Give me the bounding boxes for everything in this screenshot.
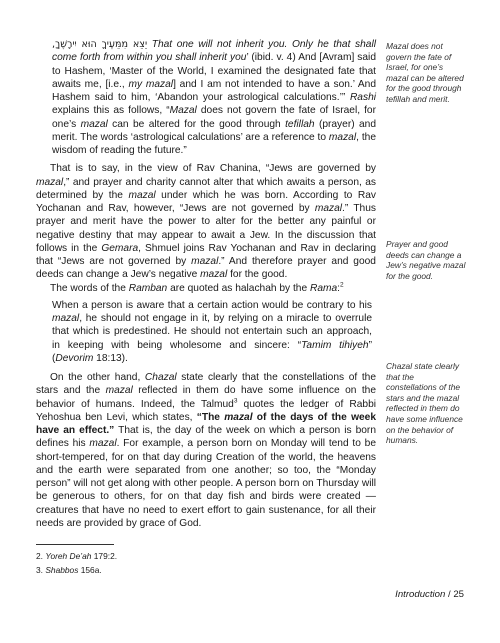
footer-section: Introduction	[395, 589, 446, 600]
footnote-3	[36, 564, 336, 578]
main-text-column	[36, 38, 376, 530]
footer-separator: /	[447, 589, 451, 600]
footnote-2	[36, 550, 336, 564]
footnote-number: 2.	[36, 551, 43, 561]
footnote-source: Shabbos	[45, 564, 79, 575]
paragraph-chazal-constellations: On the other hand, Chazal state clearly that the constellations of the stars and the mazal reflected in them do have some influence on the behavior of humans. Indeed, the Talmud$^3$ quotes the ledger of Rabbi Yehoshua ben Levi, which states, “The mazal of the days of the week have an effect.” That is, the day of the week on which a person is born defines his mazal. For example, a person born on Monday will tend to be short-tempered, for on that day during Creation of the world, the heavens and the earth were separated from one another; so too, the “Monday person” will not get along with other people. A person born on Thursday will be generous to others, for on that day fish and birds were created — creatures that have no need to exert effort to gain sustenance, for all their needs are provided by grace of God.	[36, 372, 377, 529]
sidenote-mazal-israel: Mazal does not govern the fate of Israel, for one’s mazal can be altered for the good through tefillah and merit.	[386, 41, 464, 104]
footnote-number: 3.	[36, 564, 43, 575]
opening-quote-text: That one will not inherit you. Only he that shall come forth from within you shall inherit you’ (ibid. v. 4) And [Avram] said to Hashem, ‘Master of the World, I examined the designated fate that awaits me, [i.e., my mazal] and I am not intended to have a son.’ And Hashem said to him, ‘Abandon your astrological calculations.’” Rashi explains this as follows, “Mazal does not govern the fate of Israel, for one’s mazal can be altered for the good through tefillah (prayer) and merit. The words ‘astrological calculations’ are a reference to mazal, the wisdom of reading the future.”	[52, 39, 377, 156]
footnote-reference: 156a.	[80, 564, 102, 575]
footnote-source: Yoreh De’ah	[45, 551, 92, 561]
opening-quote	[36, 38, 376, 157]
paragraph-rav-chanina: That is to say, in the view of Rav Chanina, “Jews are governed by mazal,” and prayer and charity cannot alter that which awaits a person, as determined by the mazal under which he was born. According to Rav Yochanan and Rav, however, “Jews are not governed by mazal.” Thus prayer and merit have the power to alter for the better any painful or negative destiny that may appear to await a Jew. In the discussion that follows in the Gemara, Shmuel joins Rav Yochanan and Rav in declaring that “Jews are not governed by mazal.” And therefore prayer and good deeds can change a Jew’s negative mazal for the good.	[36, 163, 376, 281]
hebrew-quote: יֵצֵא מִמֵּעֶיךָ הוּא יִירָשֶׁךָ,	[52, 39, 148, 50]
rama-block-quote: When a person is aware that a certain action would be contrary to his mazal, he should not engage in it, by relying on a miracle to overrule that which is predestined. He should not entertain such an approach, in keeping with being wholesome and sincere: “Tamim tihiyeh” (Devorim 18:13).	[52, 299, 373, 364]
footnote-reference: 179:2.	[93, 551, 118, 561]
paragraph-ramban-rama: The words of the Ramban are quoted as halachah by the Rama:$^2$	[50, 281, 344, 294]
running-footer	[395, 589, 464, 600]
footnote-divider	[36, 544, 114, 545]
footnotes	[36, 550, 336, 577]
sidenote-prayer-good-deeds: Prayer and good deeds can change a Jew’s negative mazal for the good.	[386, 239, 466, 281]
sidenote-chazal-constellations: Chazal state clearly that the constellations of the stars and the mazal reflected in them do have some influence on the behavior of humans.	[386, 361, 463, 446]
page-number: 25	[453, 589, 464, 600]
